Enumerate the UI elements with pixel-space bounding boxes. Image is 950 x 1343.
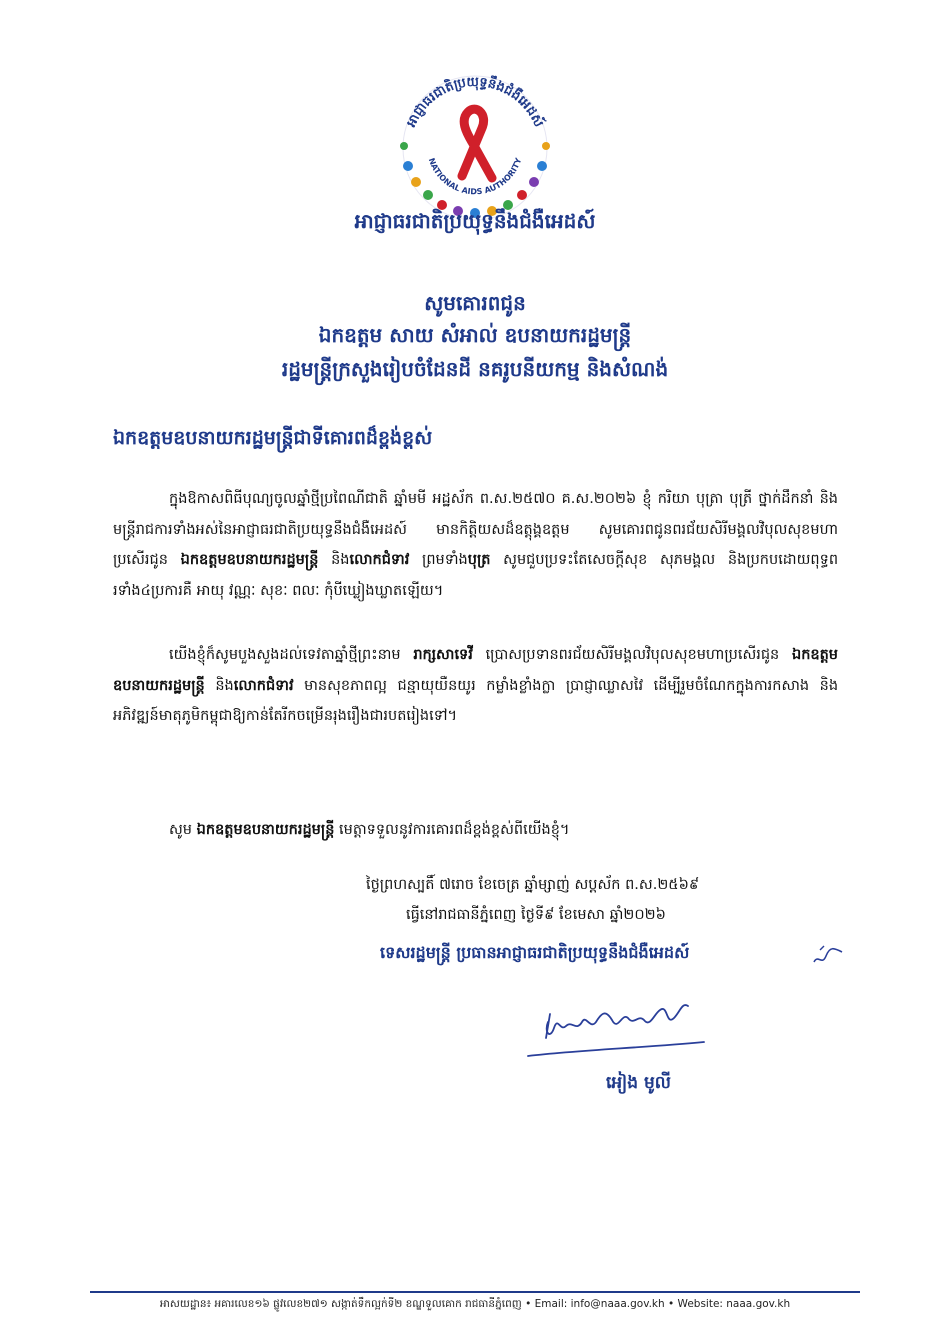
signature-icon	[520, 992, 710, 1064]
p1-text-1: ក្នុងឱកាសពិធីបុណ្យចូលឆ្នាំថ្មីប្រពៃណីជាតិ ឆ្នាំមមី អដ្ឋស័ក ព.ស.២៥៧០ គ.ស.២០២៦ ខ្ញុំ ករិយា បុត្រា បុត្រី ថ្នាក់ដឹកនាំ និងមន្ត្រីរាជការទាំងអស់នៃអាជ្ញាធរជាតិប្រយុទ្ធនឹងជំងឺអេដស៍ មានកិត្តិយសដ៏ឧត្តុង្គឧត្តម សូមគោរពជូនពរជ័យសិរីមង្គលវិបុលសុខមហាប្រសើរជូន	[113, 491, 838, 568]
p2-bold-2: ឯកឧត្តមឧបនាយករដ្ឋមន្ត្រី	[113, 646, 839, 694]
p3-bold-1: ឯកឧត្តមឧបនាយករដ្ឋមន្ត្រី	[196, 821, 335, 838]
svg-text:NATIONAL AIDS AUTHORITY	[427, 157, 524, 197]
p2-bold-3: លោកជំទាវ	[233, 676, 294, 694]
recipient-line-3: រដ្ឋមន្ត្រីក្រសួងរៀបចំដែនដី នគរូបនីយកម្ម និងសំណង់	[281, 357, 669, 381]
p2-text-1: យើងខ្ញុំក៏សូមបួងសួងដល់ទេវតាឆ្នាំថ្មីព្រះនាម	[169, 647, 401, 663]
p1-bold-1: ឯកឧត្តមឧបនាយករដ្ឋមន្ត្រី	[180, 551, 319, 568]
recipient-line-1: សូមគោរពជូន	[424, 291, 526, 315]
footer-divider	[90, 1291, 860, 1293]
initial-mark-icon	[812, 944, 844, 970]
footer-email: • Email: info@naaa.gov.kh	[525, 1298, 665, 1310]
red-ribbon-icon	[462, 109, 492, 178]
p1-bold-3: បុត្រ	[467, 551, 491, 568]
p2-bold-1: រាក្សសាទេវី	[413, 646, 473, 663]
p1-text-4: សូមជួបប្រទះតែសេចក្តីសុខ សុភមង្គល និងប្រកបដោយពុទ្ធពរទាំង៤ប្រការគឺ អាយុ វណ្ណៈ សុខៈ ពលៈ កុំបីឃ្លៀងឃ្លាតឡើយ។	[113, 552, 839, 599]
date-place: ធ្វើនៅរាជធានីភ្នំពេញ ថ្ងៃទី៩ ខែមេសា ឆ្នាំ២០២៦	[406, 907, 666, 923]
footer-address: អាសយដ្ឋាន៖ អគារលេខ១៦ ផ្លូវលេខ២៧១ សង្កាត់ទឹកល្អក់ទី២ ខណ្ឌទួលគោក រាជធានីភ្នំពេញ	[159, 1298, 522, 1310]
p3-text-2: មេត្តាទទួលនូវការគោរពដ៏ខ្ពង់ខ្ពស់ពីយើងខ្ញុំ។	[339, 822, 570, 838]
paragraph-3	[113, 815, 838, 846]
svg-text:អាជ្ញាធរជាតិប្រយុទ្ធនឹងជំងឺអេដ	[404, 74, 548, 130]
paragraph-1	[113, 484, 838, 606]
p3-text-1: សូម	[169, 822, 193, 838]
p1-bold-2: លោកជំទាវ	[349, 551, 410, 568]
signer-name: អៀង មូលី	[606, 1073, 671, 1093]
signer-title: ទេសរដ្ឋមន្ត្រី ប្រធានអាជ្ញាធរជាតិប្រយុទ្ធនឹងជំងឺអេដស៍	[380, 943, 690, 962]
recipient-line-2: ឯកឧត្តម សាយ សំអាល់ ឧបនាយករដ្ឋមន្ត្រី	[318, 323, 632, 347]
paragraph-2	[113, 640, 838, 732]
logo-text-km: អាជ្ញាធរជាតិប្រយុទ្ធនឹងជំងឺអេដស៍	[404, 74, 546, 130]
date-lunar: ថ្ងៃព្រហស្បតិ៍ ៧រោច ខែចេត្រ ឆ្នាំម្សាញ់ សប្តស័ក ព.ស.២៥៦៩	[366, 877, 700, 893]
p2-text-4: មានសុខភាពល្អ ជន្មាយុយឺនយូរ កម្លាំងខ្លាំងក្លា ប្រាជ្ញាឈ្លាសវៃ ដើម្បីរួមចំណែកក្នុងការកសាង និងអភិវឌ្ឍន៍មាតុភូមិកម្ពុជាឱ្យកាន់តែរីកចម្រើនរុងរឿងជារបតរៀងទៅ។	[113, 677, 839, 724]
footer-website: • Website: naaa.gov.kh	[668, 1298, 791, 1310]
p2-text-2: ប្រោសប្រទានពរជ័យសិរីមង្គលវិបុលសុខមហាប្រសើរជូន	[485, 647, 780, 663]
salutation: ឯកឧត្តមឧបនាយករដ្ឋមន្ត្រីជាទីគោរពដ៏ខ្ពង់ខ្ពស់	[113, 427, 433, 449]
p2-text-3: និង	[215, 677, 234, 694]
footer	[0, 1298, 950, 1313]
p1-text-2: និង	[331, 552, 350, 568]
org-name: អាជ្ញាធរជាតិប្រយុទ្ធនឹងជំងឺអេដស៍	[354, 209, 596, 233]
p1-text-3: ព្រមទាំង	[422, 552, 468, 568]
naa-logo	[380, 56, 570, 232]
logo-text-en: NATIONAL AIDS AUTHORITY	[426, 156, 524, 197]
